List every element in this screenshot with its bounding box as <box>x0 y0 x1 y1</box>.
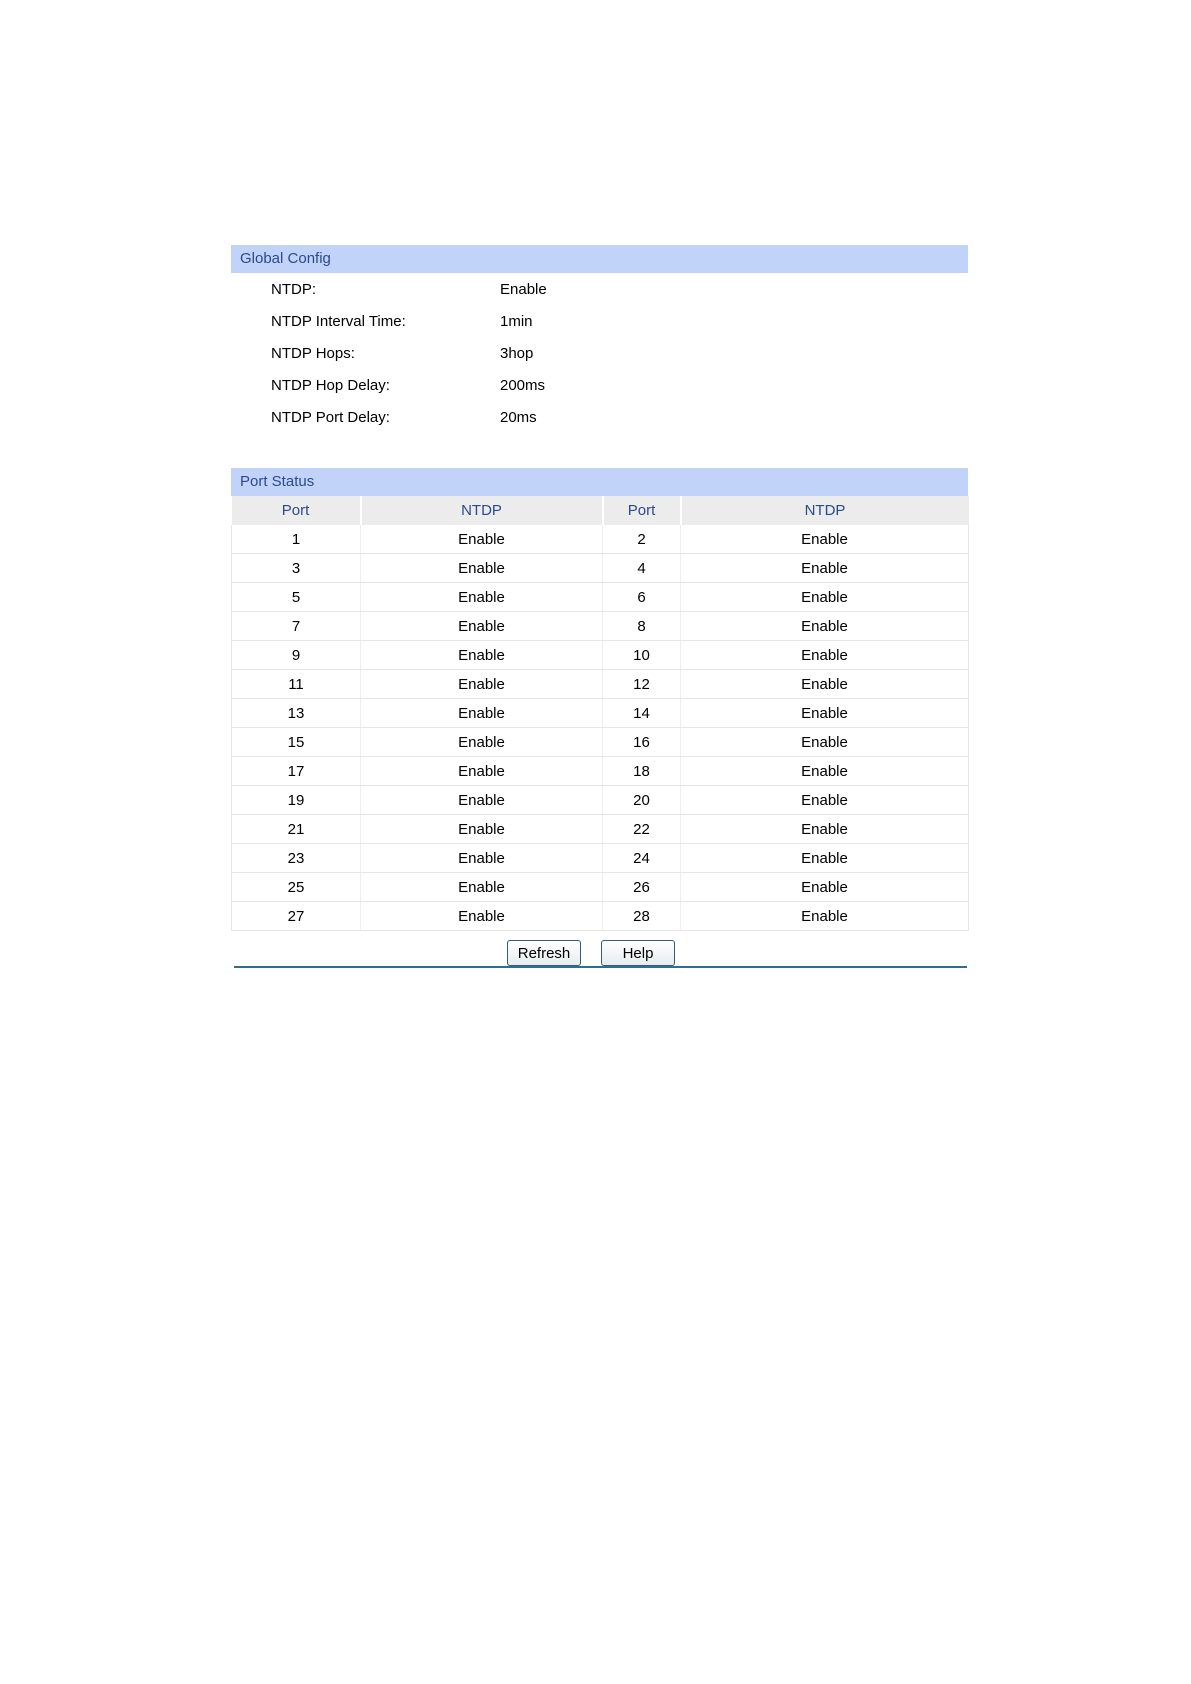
ntdp-status: Enable <box>681 554 969 583</box>
ntdp-status: Enable <box>681 699 969 728</box>
config-value: 3hop <box>500 345 534 362</box>
port-number: 20 <box>603 786 681 815</box>
config-value: 200ms <box>500 377 546 394</box>
table-row <box>232 699 969 728</box>
table-row <box>232 670 969 699</box>
port-number: 22 <box>603 815 681 844</box>
port-number: 25 <box>232 873 361 902</box>
ntdp-status: Enable <box>361 786 603 815</box>
refresh-button[interactable]: Refresh <box>507 940 581 966</box>
port-number: 5 <box>232 583 361 612</box>
ntdp-status: Enable <box>681 728 969 757</box>
ntdp-status: Enable <box>681 583 969 612</box>
config-label: NTDP Hops: <box>271 345 355 362</box>
table-row <box>232 554 969 583</box>
column-header-port: Port <box>232 496 361 525</box>
port-number: 11 <box>232 670 361 699</box>
port-number: 9 <box>232 641 361 670</box>
port-number: 28 <box>603 902 681 931</box>
port-number: 10 <box>603 641 681 670</box>
ntdp-status: Enable <box>681 641 969 670</box>
ntdp-status: Enable <box>361 525 603 554</box>
ntdp-status: Enable <box>681 670 969 699</box>
port-status-section <box>231 468 968 975</box>
port-number: 21 <box>232 815 361 844</box>
table-row <box>232 815 969 844</box>
port-number: 18 <box>603 757 681 786</box>
port-status-table <box>231 496 969 931</box>
port-number: 15 <box>232 728 361 757</box>
port-number: 6 <box>603 583 681 612</box>
ntdp-status: Enable <box>361 873 603 902</box>
ntdp-status: Enable <box>361 583 603 612</box>
table-row <box>232 757 969 786</box>
port-number: 13 <box>232 699 361 728</box>
ntdp-status: Enable <box>681 844 969 873</box>
config-value: 20ms <box>500 409 537 426</box>
config-value: Enable <box>500 281 547 298</box>
table-row <box>232 583 969 612</box>
table-row <box>232 902 969 931</box>
table-row <box>232 525 969 554</box>
port-number: 16 <box>603 728 681 757</box>
port-number: 12 <box>603 670 681 699</box>
global-config-section <box>231 245 968 434</box>
ntdp-status: Enable <box>361 902 603 931</box>
port-number: 4 <box>603 554 681 583</box>
table-row <box>232 728 969 757</box>
ntdp-status: Enable <box>681 757 969 786</box>
button-bar <box>231 931 968 975</box>
port-number: 3 <box>232 554 361 583</box>
port-number: 2 <box>603 525 681 554</box>
port-number: 23 <box>232 844 361 873</box>
ntdp-status: Enable <box>681 815 969 844</box>
port-number: 27 <box>232 902 361 931</box>
global-config-list <box>231 273 968 434</box>
global-config-header: Global Config <box>231 245 968 273</box>
ntdp-status: Enable <box>361 670 603 699</box>
help-button[interactable]: Help <box>601 940 675 966</box>
ntdp-status: Enable <box>681 612 969 641</box>
config-row-port-delay <box>231 402 968 434</box>
port-number: 7 <box>232 612 361 641</box>
port-number: 26 <box>603 873 681 902</box>
config-value: 1min <box>500 313 533 330</box>
port-number: 17 <box>232 757 361 786</box>
ntdp-status: Enable <box>361 844 603 873</box>
config-row-ntdp <box>231 274 968 306</box>
config-row-hop-delay <box>231 370 968 402</box>
port-number: 8 <box>603 612 681 641</box>
ntdp-status: Enable <box>361 815 603 844</box>
ntdp-status: Enable <box>681 525 969 554</box>
ntdp-status: Enable <box>361 699 603 728</box>
ntdp-status: Enable <box>361 757 603 786</box>
column-header-ntdp: NTDP <box>681 496 969 525</box>
config-label: NTDP: <box>271 281 316 298</box>
ntdp-status: Enable <box>681 873 969 902</box>
ntdp-status: Enable <box>681 902 969 931</box>
column-header-ntdp: NTDP <box>361 496 603 525</box>
table-row <box>232 844 969 873</box>
config-label: NTDP Hop Delay: <box>271 377 390 394</box>
port-status-header: Port Status <box>231 468 968 496</box>
port-status-rows <box>232 525 969 931</box>
port-number: 1 <box>232 525 361 554</box>
ntdp-status: Enable <box>361 554 603 583</box>
port-number: 19 <box>232 786 361 815</box>
ntdp-status: Enable <box>361 612 603 641</box>
port-number: 24 <box>603 844 681 873</box>
column-header-port: Port <box>603 496 681 525</box>
table-row <box>232 873 969 902</box>
table-row <box>232 612 969 641</box>
ntdp-status: Enable <box>361 728 603 757</box>
port-number: 14 <box>603 699 681 728</box>
table-row <box>232 786 969 815</box>
config-label: NTDP Interval Time: <box>271 313 406 330</box>
ntdp-status: Enable <box>681 786 969 815</box>
footer-divider <box>234 966 967 968</box>
table-row <box>232 641 969 670</box>
config-label: NTDP Port Delay: <box>271 409 390 426</box>
table-header-row <box>232 496 969 525</box>
config-row-interval-time <box>231 306 968 338</box>
config-row-hops <box>231 338 968 370</box>
ntdp-status: Enable <box>361 641 603 670</box>
